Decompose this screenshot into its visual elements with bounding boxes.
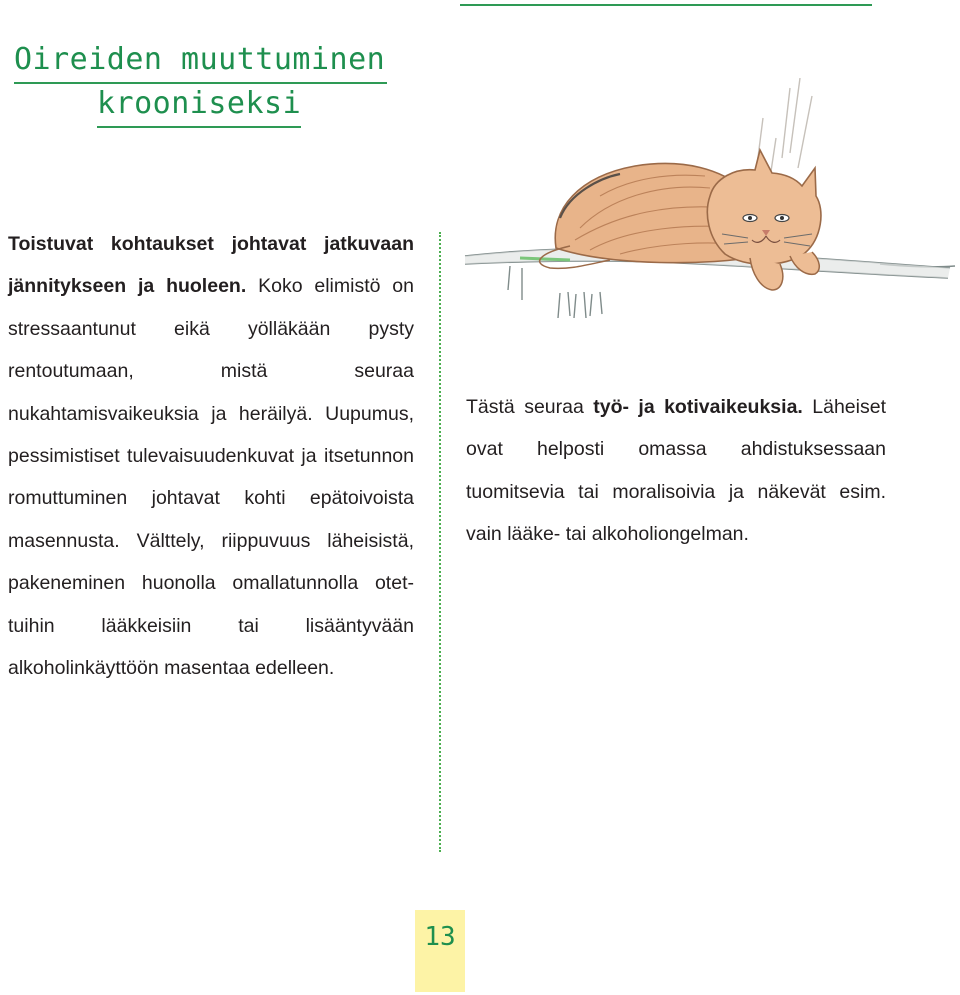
left-body: Koko elimistö on stressaantunut eikä yölläkään pysty rentoutumaan, mistä seuraa nukahtamisvaikeuksia ja heräilyä. Uupumus, pessimistiset tulevaisuudenkuvat ja itsetunnon romuttuminen johtavat kohti epätoivoista masennusta. Välttely, riippuvuus läheisistä, pakeneminen huonolla omallatunnolla otettuihin lääkkeisiin tai lisääntyvään alkoholinkäyttöön masentaa edelleen. (8, 275, 414, 680)
column-divider (439, 232, 441, 852)
page-number: 13 (424, 922, 456, 952)
right-column-text (466, 386, 886, 556)
cat-on-shelf-drawing-icon (460, 78, 960, 348)
left-bold-intro: Toistuvat kohtaukset johtavat jatkuvaan jännitykseen ja huoleen. (8, 233, 414, 298)
page-number-box (415, 910, 465, 992)
right-lead: Tästä seuraa (466, 396, 594, 418)
title-line-2: krooniseksi (97, 82, 301, 128)
right-body: Läheiset ovat helposti omassa ahdistuksessaan tuomitsevia tai moralisoivia ja näkevät esim. vain lääke- tai alkoholiongelman. (466, 396, 886, 546)
title-line-1: Oireiden muuttuminen (14, 38, 387, 84)
left-column-text (8, 223, 414, 689)
right-bold: työ- ja kotivaikeuksia. (593, 396, 803, 418)
header-rule (460, 4, 872, 6)
